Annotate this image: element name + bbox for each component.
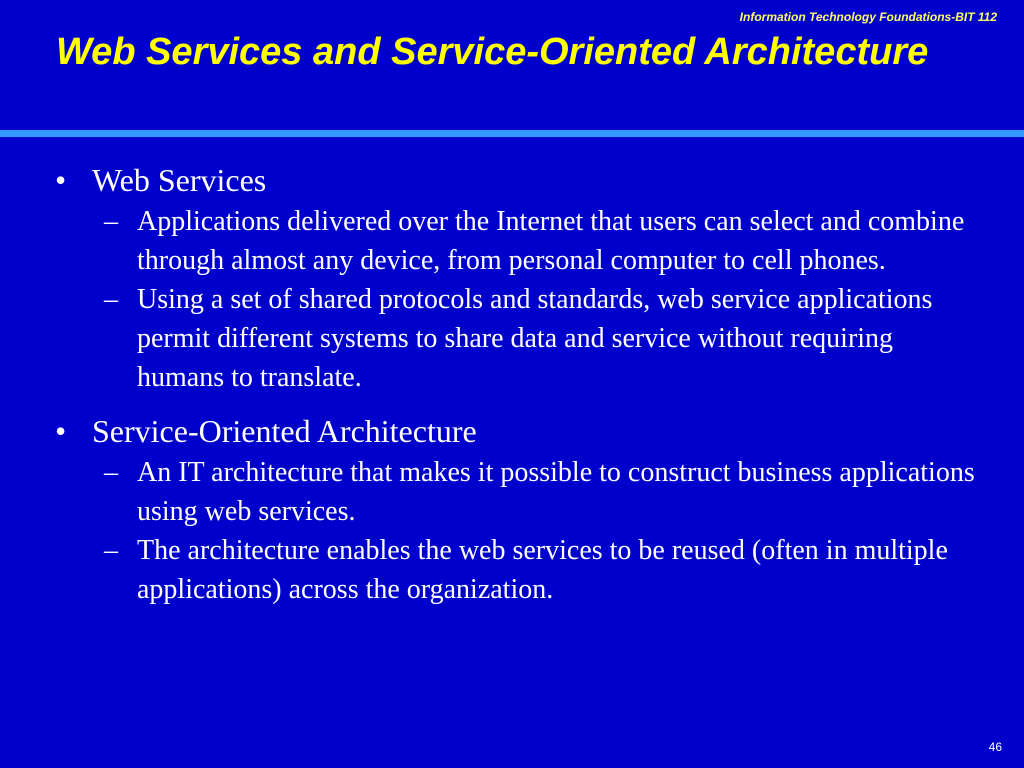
bullet-item (0, 409, 1024, 453)
header-note: Information Technology Foundations-BIT 112 (739, 10, 997, 24)
sub-bullet-item (0, 202, 1024, 280)
sub-bullet-text: The architecture enables the web services to be reused (often in multiple applications) across the organization. (137, 535, 948, 605)
slide-content (0, 158, 1024, 609)
title-divider (0, 130, 1024, 137)
sub-bullet-item (0, 280, 1024, 397)
dash-icon: – (104, 535, 118, 566)
dash-icon: – (104, 206, 118, 237)
bullet-text: Service-Oriented Architecture (92, 413, 477, 449)
bullet-text: Web Services (92, 162, 267, 198)
sub-bullet-item (0, 453, 1024, 531)
bullet-dot-icon: • (55, 413, 67, 449)
sub-bullet-text: Using a set of shared protocols and standards, web service applications permit different systems to share data and service without requiring humans to translate. (137, 284, 933, 393)
bullet-item (0, 158, 1024, 202)
bullet-group-soa (0, 409, 1024, 609)
slide-title: Web Services and Service-Oriented Architecture (56, 31, 929, 73)
sub-bullet-item (0, 531, 1024, 609)
bullet-dot-icon: • (55, 162, 67, 198)
sub-bullet-text: Applications delivered over the Internet that users can select and combine through almost any device, from personal computer to cell phones. (137, 206, 965, 276)
sub-bullet-text: An IT architecture that makes it possible to construct business applications using web services. (137, 457, 975, 527)
bullet-group-web-services (0, 158, 1024, 397)
slide-number: 46 (988, 740, 1002, 754)
dash-icon: – (104, 284, 118, 315)
dash-icon: – (104, 457, 118, 488)
